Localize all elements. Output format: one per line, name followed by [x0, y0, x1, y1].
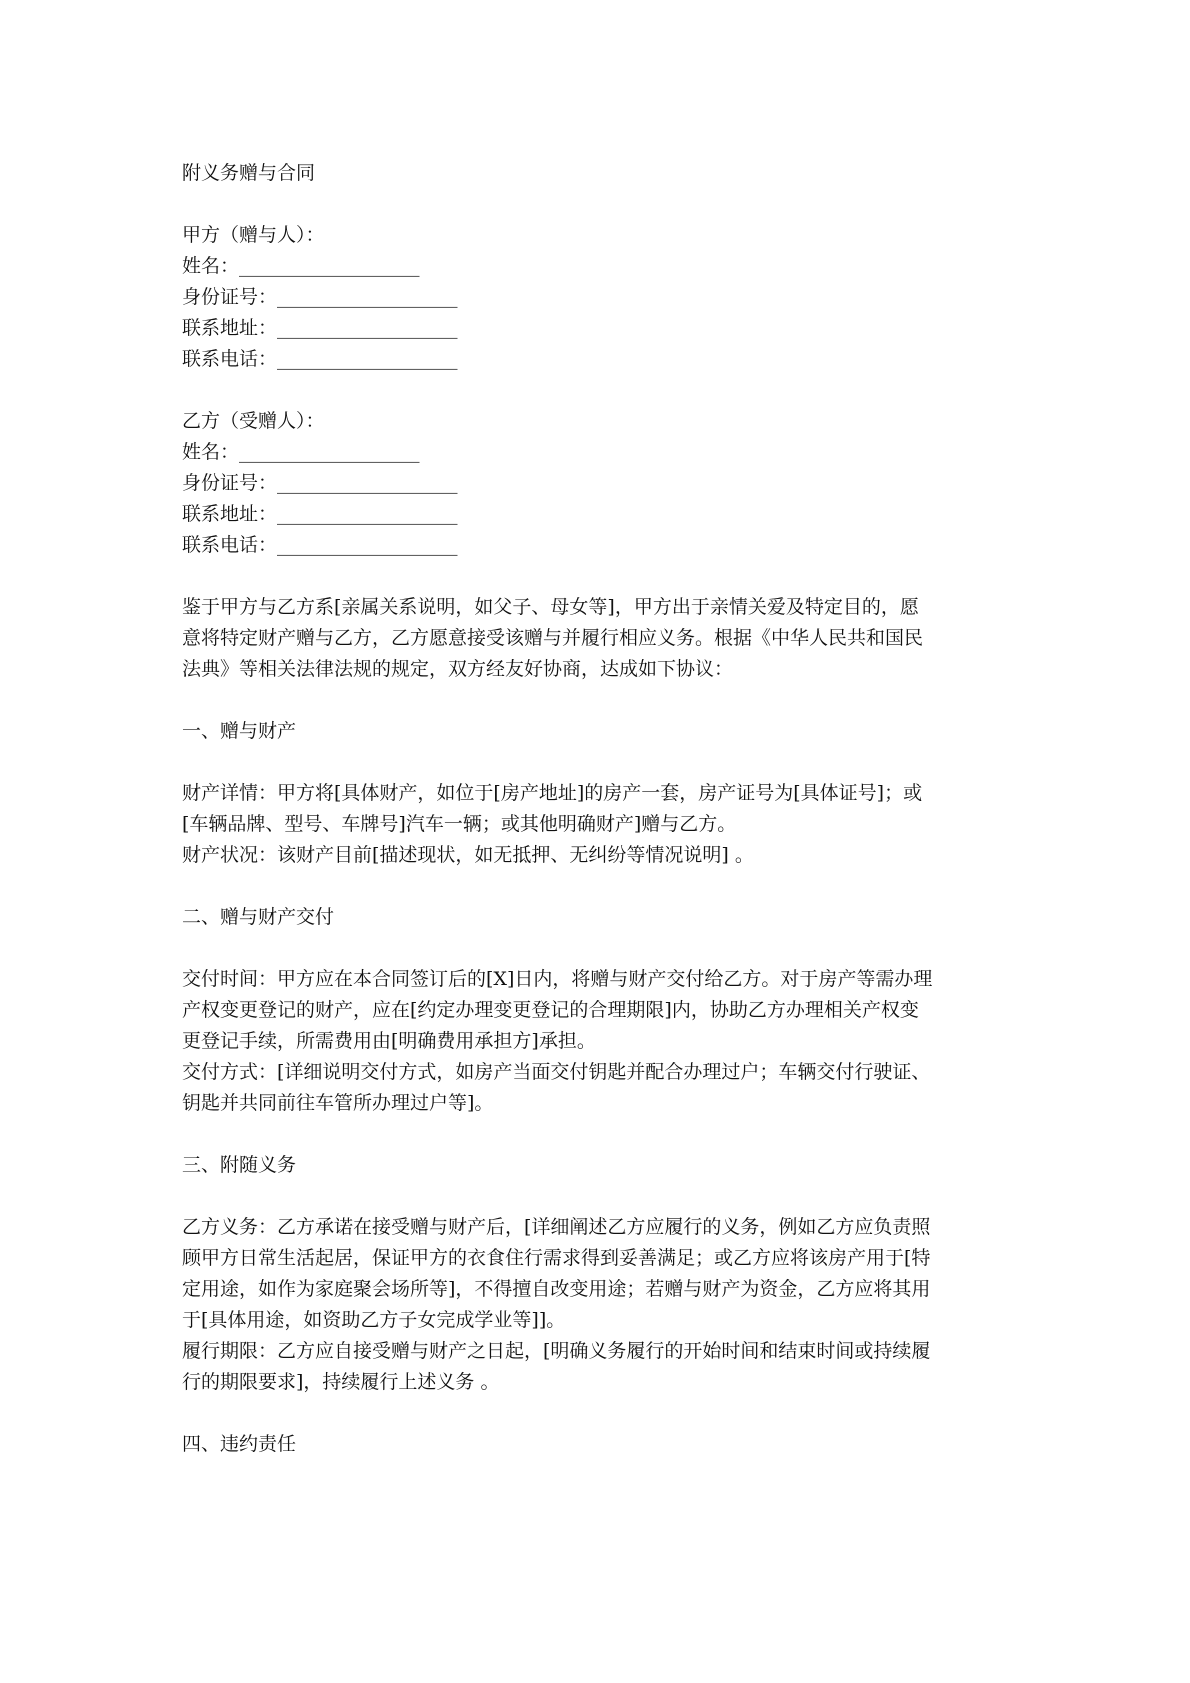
paragraph-line: 钥匙并共同前往车管所办理过户等]。 [182, 1092, 494, 1114]
preamble-paragraph [182, 592, 1020, 685]
party-a-address-field: 联系地址：___________________ [182, 317, 458, 339]
paragraph-line: 交付时间：甲方应在本合同签订后的[X]日内，将赠与财产交付给乙方。对于房产等需办理 [182, 968, 933, 990]
party-b-id-field: 身份证号：___________________ [182, 472, 458, 494]
party-b-name-field: 姓名：___________________ [182, 441, 420, 463]
spacer [182, 1119, 1020, 1150]
party-a-heading: 甲方（赠与人）： [182, 224, 325, 246]
paragraph-line: 交付方式：[详细说明交付方式，如房产当面交付钥匙并配合办理过户；车辆交付行驶证、 [182, 1061, 931, 1083]
paragraph-line: 定用途，如作为家庭聚会场所等]，不得擅自改变用途；若赠与财产为资金，乙方应将其用 [182, 1278, 931, 1300]
paragraph-line: [车辆品牌、型号、车牌号]汽车一辆；或其他明确财产]赠与乙方。 [182, 813, 737, 835]
party-a-phone-field: 联系电话：___________________ [182, 348, 458, 370]
section-3-heading: 三、附随义务 [182, 1154, 297, 1176]
party-b-address-field: 联系地址：___________________ [182, 503, 458, 525]
document-title: 附义务赠与合同 [182, 162, 316, 184]
spacer [182, 685, 1020, 716]
preamble-line: 鉴于甲方与乙方系[亲属关系说明，如父子、母女等]，甲方出于亲情关爱及特定目的，愿 [182, 596, 919, 618]
spacer [182, 933, 1020, 964]
party-a-id-field: 身份证号：___________________ [182, 286, 458, 308]
property-status-paragraph: 财产状况：该财产目前[描述现状，如无抵押、无纠纷等情况说明] 。 [182, 844, 754, 866]
paragraph-line: 更登记手续，所需费用由[明确费用承担方]承担。 [182, 1030, 596, 1052]
paragraph-line: 行的期限要求]，持续履行上述义务 。 [182, 1371, 500, 1393]
spacer [182, 375, 1020, 406]
performance-period-paragraph [182, 1336, 1020, 1398]
spacer [182, 1398, 1020, 1429]
spacer [182, 747, 1020, 778]
preamble-line: 意将特定财产赠与乙方，乙方愿意接受该赠与并履行相应义务。根据《中华人民共和国民 [182, 627, 924, 649]
spacer [182, 1181, 1020, 1212]
delivery-time-paragraph [182, 964, 1020, 1057]
section-4-heading: 四、违约责任 [182, 1433, 297, 1455]
paragraph-line: 产权变更登记的财产，应在[约定办理变更登记的合理期限]内，协助乙方办理相关产权变 [182, 999, 919, 1021]
paragraph-line: 乙方义务：乙方承诺在接受赠与财产后，[详细阐述乙方应履行的义务，例如乙方应负责照 [182, 1216, 931, 1238]
paragraph-line: 财产详情：甲方将[具体财产，如位于[房产地址]的房产一套，房产证号为[具体证号]；或 [182, 782, 923, 804]
section-1-heading: 一、赠与财产 [182, 720, 297, 742]
property-details-paragraph [182, 778, 1020, 840]
spacer [182, 189, 1020, 220]
party-a-name-field: 姓名：___________________ [182, 255, 420, 277]
obligation-paragraph [182, 1212, 1020, 1336]
section-2-heading: 二、赠与财产交付 [182, 906, 335, 928]
preamble-line: 法典》等相关法律法规的规定，双方经友好协商，达成如下协议： [182, 658, 734, 680]
delivery-method-paragraph [182, 1057, 1020, 1119]
party-b-phone-field: 联系电话：___________________ [182, 534, 458, 556]
paragraph-line: 于[具体用途，如资助乙方子女完成学业等]]。 [182, 1309, 566, 1331]
document-content [182, 158, 1020, 1460]
paragraph-line: 顾甲方日常生活起居，保证甲方的衣食住行需求得到妥善满足；或乙方应将该房产用于[特 [182, 1247, 931, 1269]
spacer [182, 871, 1020, 902]
paragraph-line: 履行期限：乙方应自接受赠与财产之日起，[明确义务履行的开始时间和结束时间或持续履 [182, 1340, 931, 1362]
party-b-heading: 乙方（受赠人）： [182, 410, 325, 432]
spacer [182, 561, 1020, 592]
